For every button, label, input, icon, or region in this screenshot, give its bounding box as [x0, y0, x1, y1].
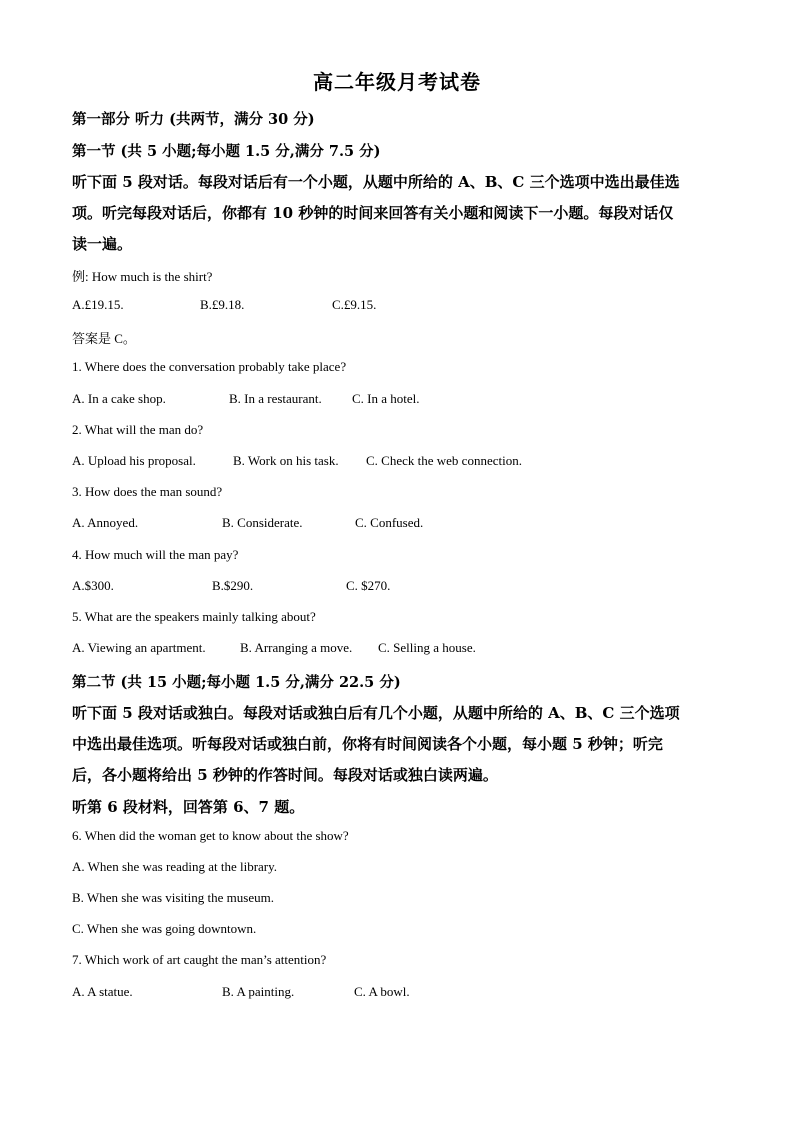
section-2-instruction-line: 后，各小题将给出 5 秒钟的作答时间。每段对话或独白读两遍。: [72, 766, 498, 784]
example-option-a: A.£19.15.: [72, 297, 124, 312]
question-7-option-c: C. A bowl.: [354, 984, 410, 999]
question-3: 3. How does the man sound?: [72, 484, 223, 499]
material-instruction: 听第 6 段材料，回答第 6、7 题。: [72, 798, 305, 816]
question-6-option-c: C. When she was going downtown.: [72, 921, 257, 936]
question-1-option-c: C. In a hotel.: [352, 391, 420, 406]
section-2-instruction-line: 听下面 5 段对话或独白。每段对话或独白后有几个小题，从题中所给的 A、B、C 三个选项: [72, 704, 680, 722]
example-answer: 答案是 C。: [72, 331, 136, 346]
question-4-option-c: C. $270.: [346, 578, 391, 593]
question-5-option-c: C. Selling a house.: [378, 640, 476, 655]
question-2-option-c: C. Check the web connection.: [366, 453, 522, 468]
question-5: 5. What are the speakers mainly talking about?: [72, 609, 316, 624]
page-title: 高二年级月考试卷: [313, 70, 481, 94]
question-4: 4. How much will the man pay?: [72, 547, 239, 562]
question-2: 2. What will the man do?: [72, 422, 204, 437]
section-1-instruction-line: 项。听完每段对话后，你都有 10 秒钟的时间来回答有关小题和阅读下一小题。每段对话仅: [72, 204, 674, 222]
question-4-option-a: A.$300.: [72, 578, 114, 593]
question-3-option-c: C. Confused.: [355, 515, 424, 530]
section-1-instruction-line: 听下面 5 段对话。每段对话后有一个小题，从题中所给的 A、B、C 三个选项中选出最佳选: [72, 173, 680, 191]
question-7: 7. Which work of art caught the man’s attention?: [72, 952, 327, 967]
question-6: 6. When did the woman get to know about the show?: [72, 828, 349, 843]
question-1: 1. Where does the conversation probably take place?: [72, 359, 347, 374]
question-1-option-b: B. In a restaurant.: [229, 391, 322, 406]
question-2-option-a: A. Upload his proposal.: [72, 453, 196, 468]
example-question: 例: How much is the shirt?: [72, 269, 213, 284]
question-2-option-b: B. Work on his task.: [233, 453, 339, 468]
question-3-option-a: A. Annoyed.: [72, 515, 139, 530]
question-5-option-a: A. Viewing an apartment.: [72, 640, 206, 655]
question-6-option-b: B. When she was visiting the museum.: [72, 890, 274, 905]
section-1-heading: 第一节 (共 5 小题;每小题 1.5 分,满分 7.5 分): [72, 143, 381, 160]
question-1-option-a: A. In a cake shop.: [72, 391, 166, 406]
question-4-option-b: B.$290.: [212, 578, 254, 593]
question-7-option-b: B. A painting.: [222, 984, 295, 999]
part-heading: 第一部分 听力 (共两节，满分 30 分): [72, 111, 315, 128]
question-6-option-a: A. When she was reading at the library.: [72, 859, 278, 874]
question-5-option-b: B. Arranging a move.: [240, 640, 353, 655]
question-7-option-a: A. A statue.: [72, 984, 133, 999]
section-2-instruction-line: 中选出最佳选项。听每段对话或独白前，你将有时间阅读各个小题，每小题 5 秒钟；听完: [72, 735, 663, 753]
section-1-instruction-line: 读一遍。: [72, 235, 133, 253]
section-2-heading: 第二节 (共 15 小题;每小题 1.5 分,满分 22.5 分): [72, 674, 401, 691]
example-option-c: C.£9.15.: [332, 297, 377, 312]
example-option-b: B.£9.18.: [200, 297, 245, 312]
question-3-option-b: B. Considerate.: [222, 515, 303, 530]
